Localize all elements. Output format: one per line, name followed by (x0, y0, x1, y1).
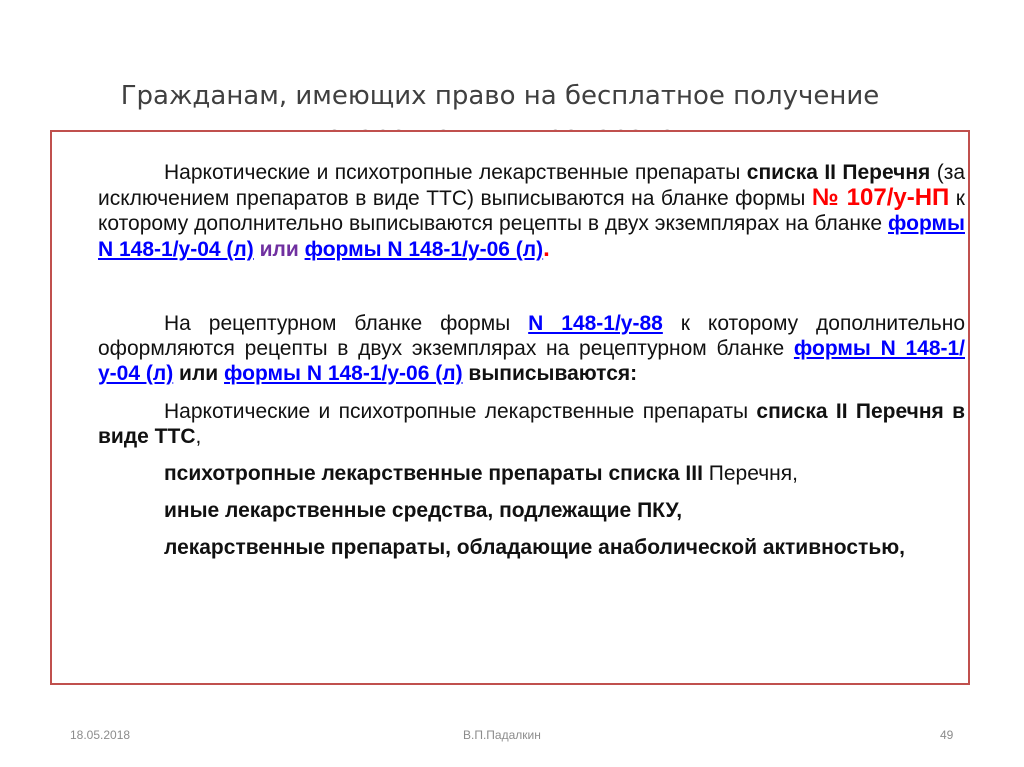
form-link[interactable]: формы N 148-1/у-06 (л) (304, 238, 544, 261)
paragraph-2 (98, 311, 965, 386)
form-link[interactable]: формы N 148-1/у-04 (л) (98, 337, 965, 385)
paragraph-1 (98, 160, 965, 262)
form-link[interactable]: формы N 148-1/у-06 (л) (224, 362, 463, 385)
text-run: Наркотические и психотропные лекарственные препараты (164, 400, 757, 423)
form-link[interactable]: формы N 148-1/у-04 (л) (98, 212, 965, 261)
text-run: или (253, 238, 305, 261)
text-run: психотропные лекарственные препараты списка III (164, 462, 703, 485)
text-run: , (195, 425, 202, 448)
list-item-3 (98, 535, 965, 560)
text-run: Перечня, (702, 462, 798, 485)
paragraph-3 (98, 399, 965, 449)
slide-title: Гражданам, имеющих право на бесплатное получение (120, 81, 880, 111)
list-item-2 (98, 498, 965, 523)
content-area (98, 160, 965, 560)
footer-author: В.П.Падалкин (463, 728, 541, 742)
text-run: списка II Перечня (746, 161, 931, 184)
text-run: лекарственные препараты, обладающие анаболической активностью, (164, 536, 905, 559)
text-run: выписываются: (462, 362, 638, 385)
text-run: (за исключением препаратов в виде ТТС) выписываются на бланке формы (98, 161, 965, 210)
form-link[interactable]: N 148-1/у-88 (528, 312, 663, 335)
text-run: или (173, 362, 225, 385)
text-run: иные лекарственные средства, подлежащие ПКУ, (164, 499, 683, 522)
text-run: Наркотические и психотропные лекарственные препараты (164, 161, 747, 184)
text-run: На рецептурном бланке формы (164, 312, 529, 335)
text-run: к которому дополнительно оформляются рецепты в двух экземплярах на рецептурном бланке (98, 312, 965, 360)
page-number: 49 (940, 728, 954, 742)
text-run: № 107/у-НП (811, 184, 950, 211)
text-run: . (543, 235, 550, 262)
footer-date: 18.05.2018 (70, 728, 131, 742)
text-run: списка II Перечня в виде ТТС (98, 400, 965, 448)
text-run: к которому дополнительно выписываются рецепты в двух экземплярах на бланке (98, 187, 965, 235)
list-item-1 (98, 461, 965, 486)
